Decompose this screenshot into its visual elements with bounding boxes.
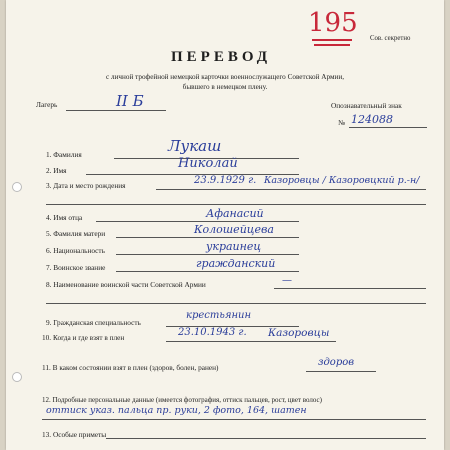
field-rank-line (116, 271, 299, 272)
camp-label: Лагерь (36, 100, 58, 109)
id-underline (349, 127, 427, 128)
field-surname-label: 1. Фамилия (46, 150, 82, 159)
page-title: ПЕРЕВОД (171, 49, 272, 65)
field-birth-line-2 (46, 204, 426, 205)
id-number-sign: № (338, 118, 345, 127)
field-marks-label: 13. Особые приметы (42, 430, 107, 439)
field-name-value: Николай (178, 156, 238, 171)
field-birth-date: 23.9.1929 г. (194, 175, 257, 186)
field-name-label: 2. Имя (46, 166, 67, 175)
field-captured-place: Казоровцы (268, 327, 330, 339)
field-unit-line-2 (46, 303, 426, 304)
camp-underline (66, 110, 166, 111)
field-profession-value: крестьянин (186, 310, 252, 321)
field-rank-value: гражданский (196, 257, 276, 270)
id-value: 124088 (351, 113, 393, 126)
field-surname-value: Лукаш (168, 137, 222, 155)
secrecy-stamp: Сов. секретно (370, 35, 411, 42)
field-unit-label: 8. Наименование воинской части Советской Армии (46, 280, 206, 289)
field-personal-value: оттиск указ. пальца пр. руки, 2 фото, 164, шатен (46, 405, 307, 416)
field-condition-label: 11. В каком состоянии взят в плен (здоров, болен, ранен) (42, 363, 219, 372)
field-unit-line (274, 288, 426, 289)
field-condition-value: здоров (318, 357, 355, 368)
field-rank-label: 7. Воинское звание (46, 263, 106, 272)
number-underline (312, 39, 352, 41)
field-personal-line (42, 419, 426, 420)
field-unit-value: — (282, 275, 292, 286)
field-nationality-label: 6. Национальность (46, 246, 105, 255)
field-father-label: 4. Имя отца (46, 213, 83, 222)
number-underline-2 (314, 44, 350, 46)
subtitle-line-1: с личной трофейной немецкой карточки военнослужащего Советской Армии, (106, 73, 344, 81)
field-birth-line (156, 189, 426, 190)
camp-value: II Б (116, 92, 144, 110)
field-birth-label: 3. Дата и место рождения (46, 181, 126, 190)
field-captured-line (166, 341, 336, 342)
subtitle-line-2: бывшего в немецком плену. (182, 83, 268, 91)
field-mother-value: Колошейцева (194, 223, 274, 236)
field-father-line (96, 221, 299, 222)
field-nationality-value: украинец (206, 240, 262, 253)
field-mother-line (116, 237, 299, 238)
field-profession-label: 9. Гражданская специальность (46, 318, 141, 327)
document-number: 195 (308, 8, 358, 38)
id-label: Опознавательный знак (331, 101, 402, 110)
field-personal-label: 12. Подробные персональные данные (имеется фотография, оттиск пальцев, рост, цвет волос) (42, 396, 322, 404)
field-captured-date: 23.10.1943 г. (178, 327, 247, 338)
field-mother-label: 5. Фамилия матери (46, 229, 106, 238)
binder-hole (12, 182, 22, 192)
document-page (6, 0, 444, 450)
field-marks-line (106, 438, 426, 439)
binder-hole (12, 372, 22, 382)
field-father-value: Афанасий (206, 207, 264, 220)
field-condition-line (306, 371, 376, 372)
field-nationality-line (116, 254, 299, 255)
field-captured-label: 10. Когда и где взят в плен (42, 333, 125, 342)
field-birth-place: Казоровцы / Казоровцкий р.-н/ (264, 175, 420, 186)
